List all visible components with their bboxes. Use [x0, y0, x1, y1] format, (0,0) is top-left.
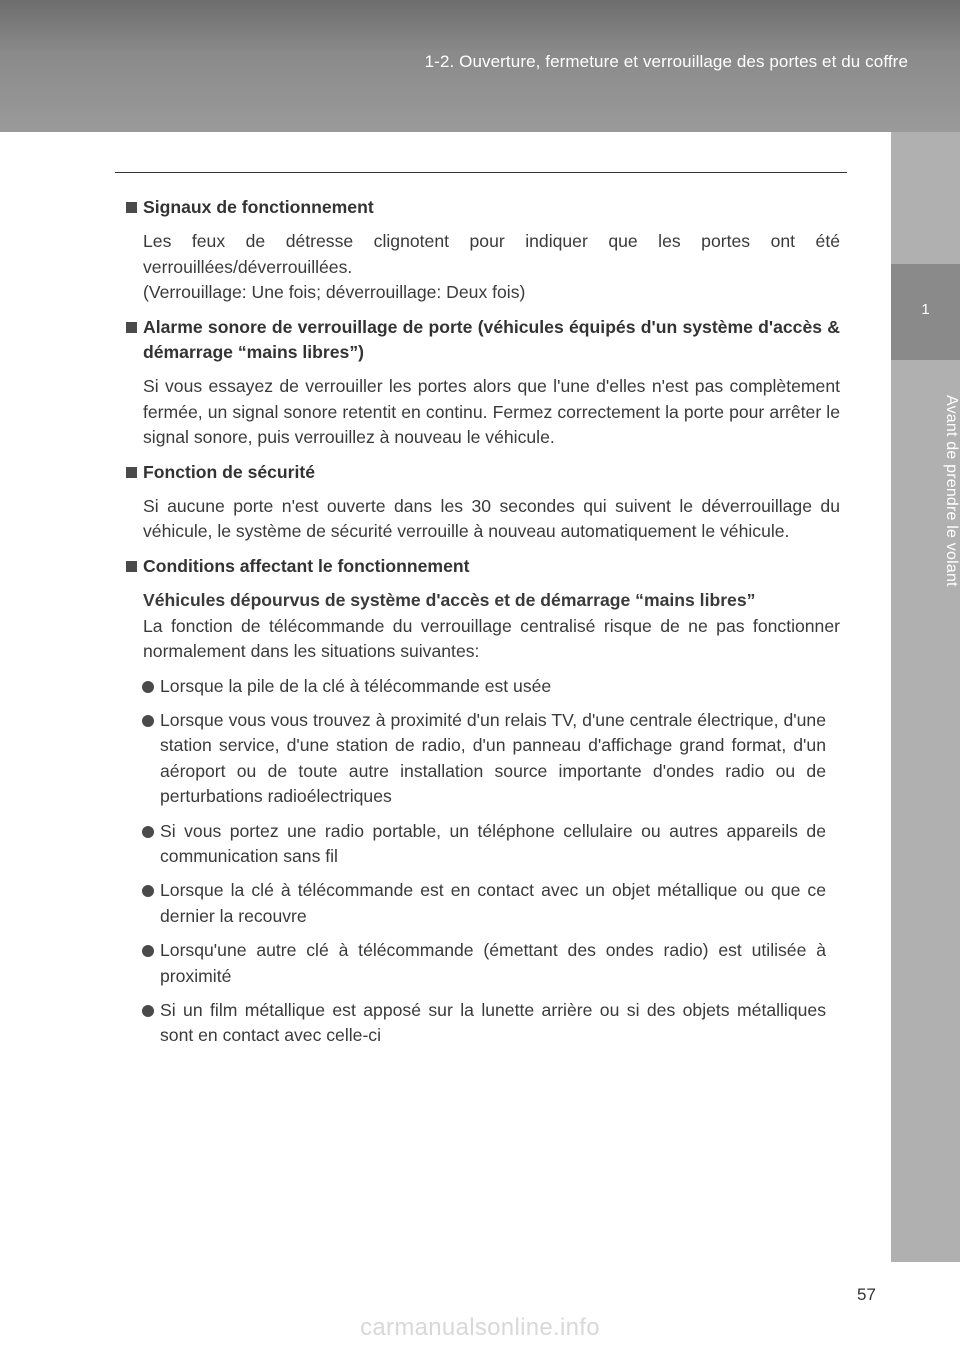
section-heading: [124, 195, 840, 220]
square-bullet-icon: [126, 561, 137, 572]
list-item-text: Lorsque la clé à télécommande est en contact avec un objet métallique ou que ce dernier la recouvre: [160, 880, 826, 926]
square-bullet-icon: [126, 467, 137, 478]
square-bullet-icon: [126, 322, 137, 333]
round-bullet-icon: [142, 885, 154, 897]
section-heading-text: Alarme sonore de verrouillage de porte (véhicules équipés d'un système d'accès & démarrage “mains libres”): [143, 316, 840, 363]
list-item-text: Lorsqu'une autre clé à télécommande (émettant des ondes radio) est utilisée à proximité: [160, 940, 826, 986]
square-bullet-icon: [126, 202, 137, 213]
list-item: [124, 938, 840, 989]
list-item-text: Lorsque vous vous trouvez à proximité d'un relais TV, d'une centrale électrique, d'une station service, d'une station de radio, d'un panneau d'affichage grand format, d'un aéroport ou de toute autre installation source importante d'ondes radio ou de perturbations radioélectriques: [160, 709, 826, 807]
chapter-label: [891, 366, 960, 616]
list-item: [124, 878, 840, 929]
section-heading-text: Conditions affectant le fonctionnement: [143, 555, 470, 576]
watermark-text[interactable]: carmanualsonline.info: [360, 1313, 600, 1341]
chapter-label-text: Avant de prendre le volant: [943, 395, 960, 587]
round-bullet-icon: [142, 826, 154, 838]
section-heading-text: Signaux de fonctionnement: [143, 197, 374, 217]
paragraph: Si vous essayez de verrouiller les portes alors que l'une d'elles n'est pas complètement fermée, un signal sonore retentit en continu. Fermez correctement la porte pour arrêter le signal sonore, puis verrouillez à nouveau le véhicule.: [143, 376, 840, 448]
round-bullet-icon: [142, 945, 154, 957]
list-item: [124, 998, 840, 1049]
list-item: [124, 819, 840, 870]
round-bullet-icon: [142, 681, 154, 693]
section-heading: [124, 554, 840, 579]
list-item: [124, 674, 840, 699]
chapter-number: 1: [921, 301, 930, 318]
section-heading: [124, 460, 840, 485]
section-heading: [124, 315, 840, 366]
watermark[interactable]: [0, 1310, 960, 1345]
section-heading-text: Fonction de sécurité: [143, 461, 316, 482]
header-divider: [115, 172, 847, 173]
page-number: 57: [857, 1285, 876, 1304]
list-item-text: Lorsque la pile de la clé à télécommande est usée: [160, 675, 552, 696]
paragraph: (Verrouillage: Une fois; déverrouillage: Deux fois): [143, 282, 526, 303]
list-item-text: Si un film métallique est apposé sur la lunette arrière ou si des objets métalliques sont en contact avec celle-ci: [160, 999, 826, 1046]
paragraph: Les feux de détresse clignotent pour indiquer que les portes ont été verrouillées/déverrouillées.: [143, 231, 840, 277]
paragraph: Si aucune porte n'est ouverte dans les 30 secondes qui suivent le déverrouillage du véhicule, le système de sécurité verrouille à nouveau automatiquement le véhicule.: [143, 496, 840, 542]
round-bullet-icon: [142, 715, 154, 727]
list-item-text: Si vous portez une radio portable, un téléphone cellulaire ou autres appareils de communication sans fil: [160, 820, 826, 866]
list-item: [124, 708, 840, 810]
section-title: 1-2. Ouverture, fermeture et verrouillage des portes et du coffre: [424, 52, 908, 71]
subheading: Véhicules dépourvus de système d'accès et de démarrage “mains libres”: [143, 590, 756, 611]
paragraph: La fonction de télécommande du verrouillage centralisé risque de ne pas fonctionner normalement dans les situations suivantes:: [143, 615, 840, 662]
page-content: [124, 195, 840, 1049]
round-bullet-icon: [142, 1005, 154, 1017]
